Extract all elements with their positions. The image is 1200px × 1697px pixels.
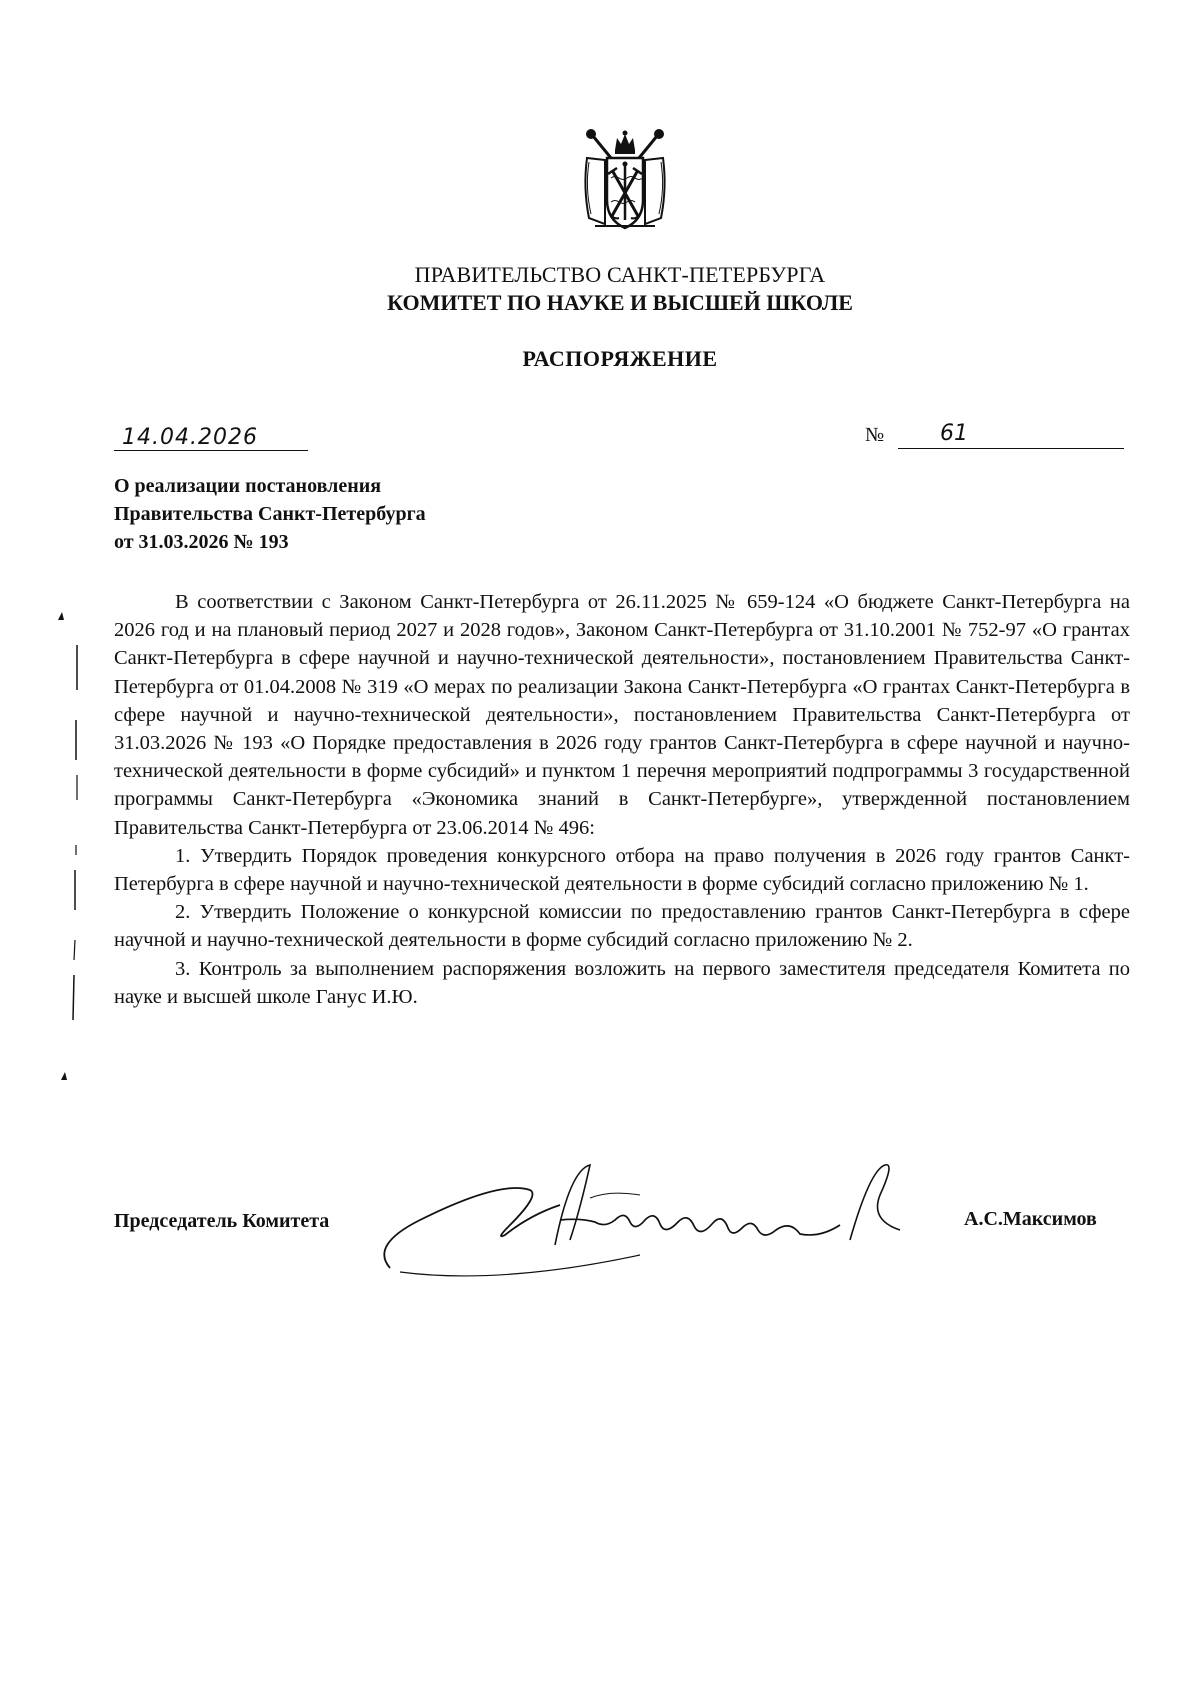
signatory-name: А.С.Максимов [964, 1208, 1097, 1230]
subject-line-1: О реализации постановления [114, 475, 382, 497]
signatory-position: Председатель Комитета [114, 1210, 330, 1232]
subject-line-2: Правительства Санкт-Петербурга [114, 503, 426, 525]
document-subject [114, 472, 426, 556]
number-label: № [865, 424, 885, 446]
handwritten-signature [380, 1150, 960, 1285]
committee-name: КОМИТЕТ ПО НАУКЕ И ВЫСШЕЙ ШКОЛЕ [387, 290, 853, 315]
item-1-paragraph: 1. Утвердить Порядок проведения конкурсного отбора на право получения в 2026 году грантов Санкт-Петербурга в сфере научной и научно-технической деятельности в форме субсидий согласно приложению № 1. [114, 844, 1130, 896]
document-number: 61 [940, 421, 968, 446]
document-body [114, 588, 1130, 1011]
item-3-paragraph: 3. Контроль за выполнением распоряжения возложить на первого заместителя председателя Комитета по науке и высшей школе Ганус И.Ю. [114, 957, 1130, 1008]
government-name: ПРАВИТЕЛЬСТВО САНКТ-ПЕТЕРБУРГА [414, 262, 826, 287]
scan-margin-marks [55, 600, 95, 1100]
item-2-paragraph: 2. Утвердить Положение о конкурсной комиссии по предоставлению грантов Санкт-Петербурга в сфере научной и научно-технической деятельности в форме субсидий согласно приложению № 2. [114, 901, 1130, 952]
subject-line-3: от 31.03.2026 № 193 [114, 531, 289, 553]
document-date: 14.04.2026 [122, 425, 258, 450]
preamble-paragraph: В соответствии с Законом Санкт-Петербурга от 26.11.2025 № 659-124 «О бюджете Санкт-Петербурга на 2026 год и на плановый период 2027 и 2028 годов», Законом Санкт-Петербурга от 31.10.2001 № 752-97 «О грантах Санкт-Петербурга в сфере научной и научно-технической деятельности», постановлением Правительства Санкт-Петербурга от 01.04.2008 № 319 «О мерах по реализации Закона Санкт-Петербурга «О грантах Санкт-Петербурга в сфере научной и научно-технической деятельности», постановлением Правительства Санкт-Петербурга от 31.03.2026 № 193 «О Порядке предоставления в 2026 году грантов Санкт-Петербурга в сфере научной и научно-технической деятельности в форме субсидий» и пунктом 1 перечня мероприятий подпрограммы 3 государственной программы Санкт-Петербурга «Экономика знаний в Санкт-Петербурге», утвержденной постановлением Правительства Санкт-Петербурга от 23.06.2014 № 496: [114, 591, 1130, 839]
number-field [898, 414, 1124, 449]
date-field [114, 418, 308, 451]
coat-of-arms-icon [575, 128, 675, 236]
document-type-title: РАСПОРЯЖЕНИЕ [522, 346, 718, 371]
